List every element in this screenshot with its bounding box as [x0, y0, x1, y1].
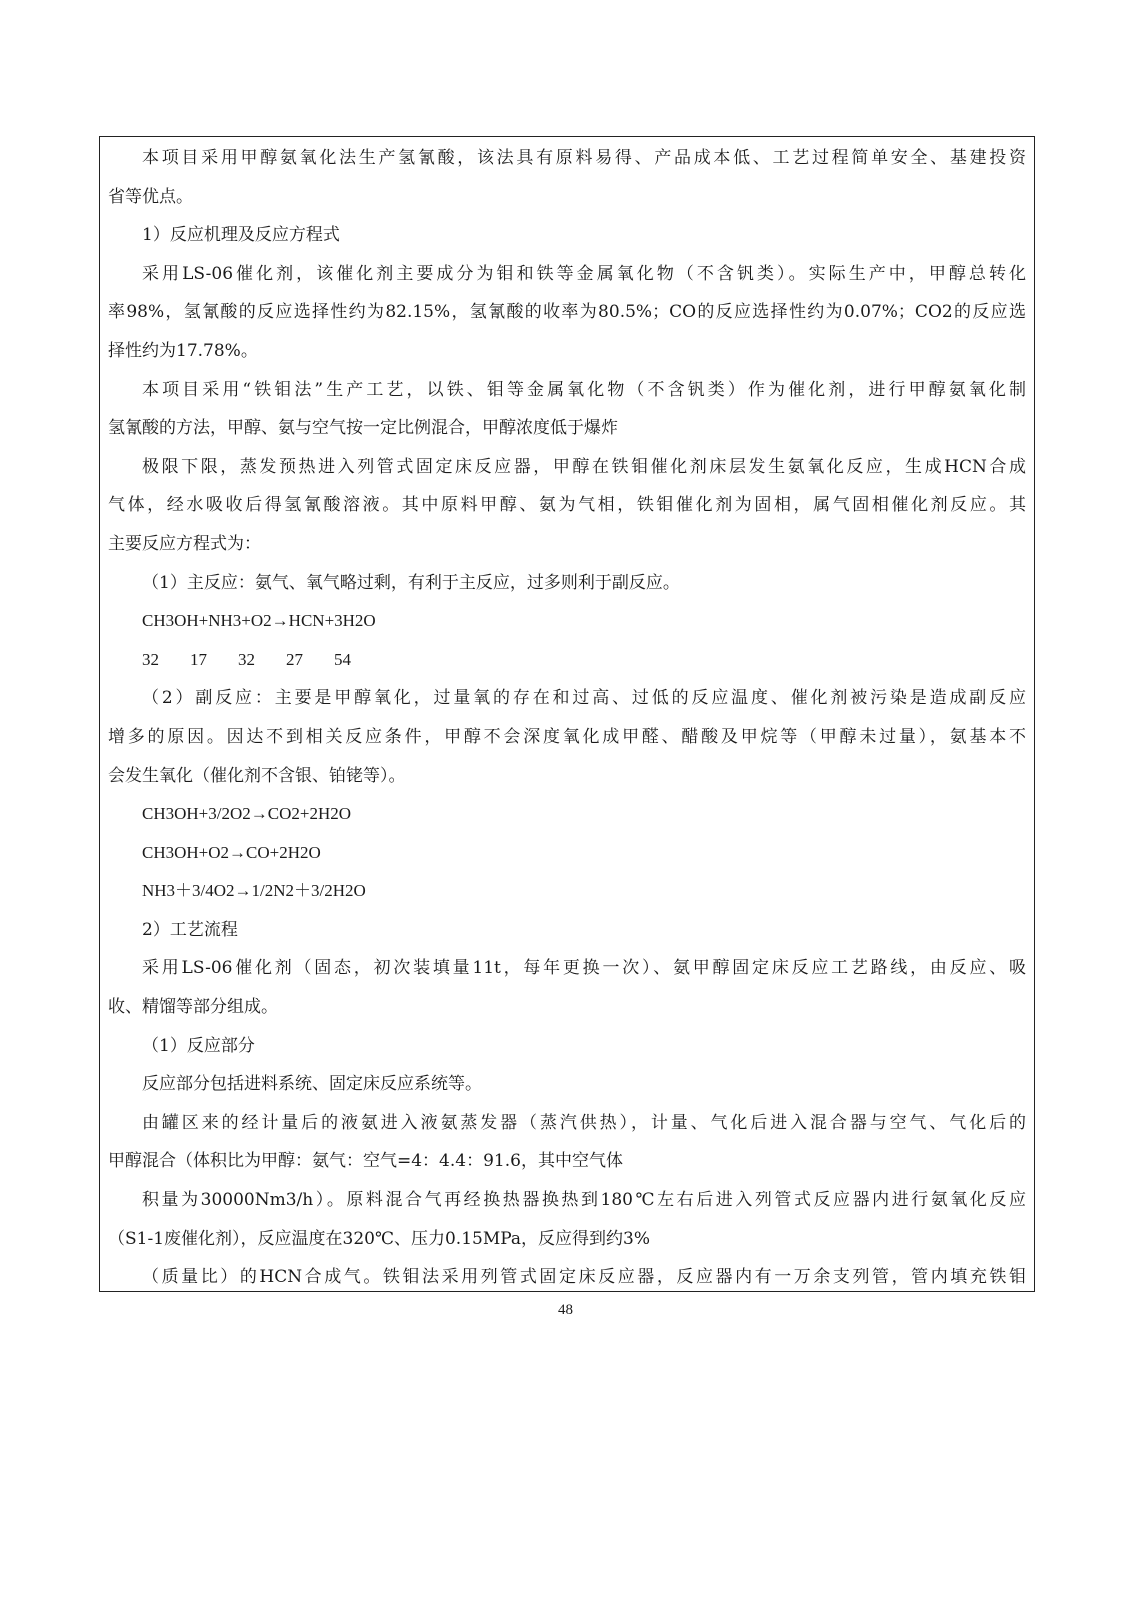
text-line: （2）副反应：主要是甲醇氧化，过量氧的存在和过高、过低的反应温度、催化剂被污染是造成副反应	[142, 688, 1026, 709]
text-line: 主要反应方程式为：	[108, 533, 261, 554]
molar-mass-value: 27	[286, 649, 303, 669]
chemical-equation: CH3OH+O2→CO+2H2O	[142, 842, 321, 862]
text-line: （S1-1废催化剂），反应温度在320℃、压力0.15MPa，反应得到约3%	[108, 1228, 651, 1249]
text-line: 增多的原因。因达不到相关反应条件，甲醇不会深度氧化成甲醛、醋酸及甲烷等（甲醇未过量），氨基本不	[108, 726, 1026, 747]
text-line: 1）反应机理及反应方程式	[142, 225, 340, 246]
text-line: 会发生氧化（催化剂不含银、铂铑等）。	[108, 765, 406, 786]
chemical-equation: NH3＋3/4O2→1/2N2＋3/2H2O	[142, 881, 366, 901]
page-number: 48	[558, 1302, 573, 1318]
text-line: 择性约为17.78%。	[108, 340, 258, 361]
text-line: 甲醇混合（体积比为甲醇：氨气：空气=4：4.4：91.6，其中空气体	[108, 1151, 623, 1172]
text-line: 本项目采用“铁钼法”生产工艺，以铁、钼等金属氧化物（不含钒类）作为催化剂，进行甲醇氨氧化制	[142, 379, 1026, 400]
text-line: 2）工艺流程	[142, 919, 238, 940]
text-line: 采用LS-06催化剂（固态，初次装填量11t，每年更换一次）、氨甲醇固定床反应工艺路线，由反应、吸	[142, 958, 1026, 979]
text-line: （1）主反应：氨气、氧气略过剩，有利于主反应，过多则利于副反应。	[142, 572, 680, 593]
text-line: （质量比）的HCN合成气。铁钼法采用列管式固定床反应器，反应器内有一万余支列管，管内填充铁钼	[142, 1267, 1026, 1288]
reaction-molar-masses	[108, 641, 1026, 680]
text-line: 率98%，氢氰酸的反应选择性约为82.15%，氢氰酸的收率为80.5%；CO的反应选择性约为0.07%；CO2的反应选	[108, 302, 1026, 323]
chemical-equation: CH3OH+3/2O2→CO2+2H2O	[142, 804, 352, 824]
molar-mass-value: 32	[142, 649, 159, 669]
text-line: 由罐区来的经计量后的液氨进入液氨蒸发器（蒸汽供热），计量、气化后进入混合器与空气、气化后的	[142, 1112, 1026, 1133]
molar-mass-value: 32	[238, 649, 255, 669]
text-line: 氢氰酸的方法，甲醇、氨与空气按一定比例混合，甲醇浓度低于爆炸	[108, 418, 618, 439]
text-line: 采用LS-06催化剂，该催化剂主要成分为钼和铁等金属氧化物（不含钒类）。实际生产中，甲醇总转化	[142, 263, 1026, 284]
text-line: 省等优点。	[108, 186, 193, 207]
text-line: 积量为30000Nm3/h）。原料混合气再经换热器换热到180℃左右后进入列管式反应器内进行氨氧化反应	[142, 1190, 1026, 1211]
text-line: 收、精馏等部分组成。	[108, 997, 278, 1018]
molar-mass-value: 54	[334, 649, 351, 669]
text-line: 极限下限，蒸发预热进入列管式固定床反应器，甲醇在铁钼催化剂床层发生氨氧化反应，生成HCN合成	[142, 456, 1026, 477]
chemical-equation: CH3OH+NH3+O2→HCN+3H2O	[142, 611, 376, 631]
molar-mass-value: 17	[190, 649, 207, 669]
text-line: 本项目采用甲醇氨氧化法生产氢氰酸，该法具有原料易得、产品成本低、工艺过程简单安全、基建投资	[142, 148, 1026, 168]
text-line: （1）反应部分	[142, 1035, 255, 1056]
content-frame	[99, 136, 1035, 1292]
text-line: 反应部分包括进料系统、固定床反应系统等。	[142, 1074, 482, 1095]
text-line: 气体，经水吸收后得氢氰酸溶液。其中原料甲醇、氨为气相，铁钼催化剂为固相，属气固相催化剂反应。其	[108, 495, 1026, 516]
